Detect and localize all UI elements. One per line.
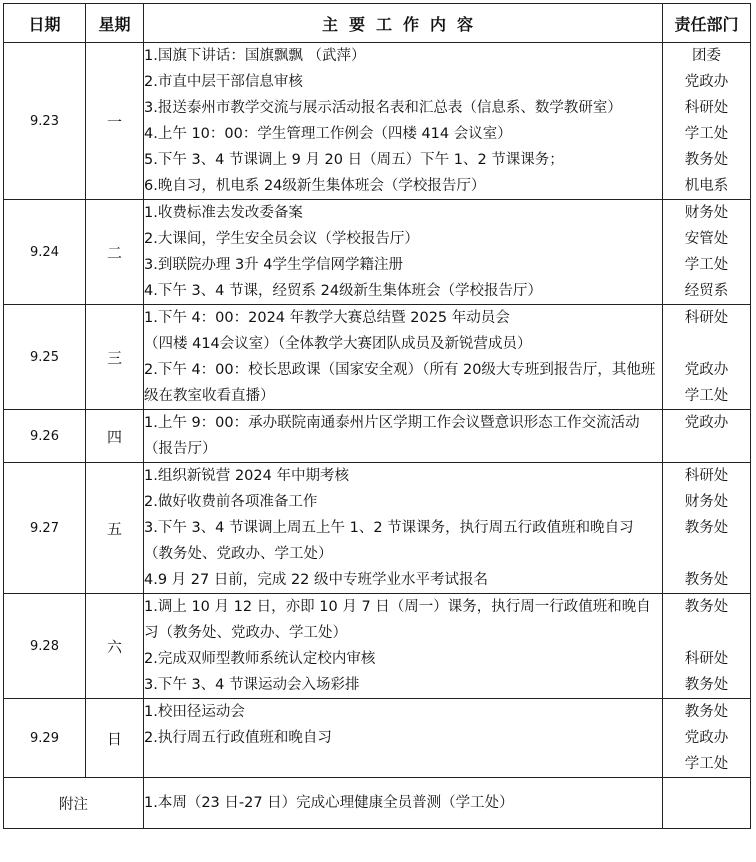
dept-cell — [663, 594, 751, 699]
dept-name — [663, 620, 750, 646]
table-row — [4, 463, 751, 594]
note-dept-cell — [663, 778, 751, 829]
content-cell — [144, 200, 663, 305]
weekday-cell: 四 — [86, 410, 144, 463]
work-item: 1.调上 10 月 12 日，亦即 10 月 7 日（周一）课务，执行周一行政值班和晚自习（教务处、党政办、学工处） — [144, 599, 651, 641]
dept-name: 学工处 — [684, 756, 729, 772]
work-item: 1.收费标准去发改委备案 — [144, 205, 303, 221]
work-item: 2.做好收费前各项准备工作 — [144, 494, 318, 510]
work-item: 1.下午 4：00：2024 年教学大赛总结暨 2025 年动员会 — [144, 310, 510, 326]
dept-name: 经贸系 — [684, 283, 729, 299]
work-item: （四楼 414会议室）（全体教学大赛团队成员及新锐营成员） — [144, 336, 532, 352]
note-row — [4, 778, 751, 829]
note-content — [144, 778, 663, 829]
date-cell: 9.24 — [4, 200, 86, 305]
work-item: 2.大课间，学生安全员会议（学校报告厅） — [144, 231, 419, 247]
table-row — [4, 594, 751, 699]
work-item: 1.上午 9：00：承办联院南通泰州片区学期工作会议暨意识形态工作交流活动（报告厅） — [144, 415, 640, 457]
weekday-cell: 五 — [86, 463, 144, 594]
work-item: 4.9 月 27 日前，完成 22 级中专班学业水平考试报名 — [144, 572, 489, 588]
header-row — [4, 4, 751, 43]
work-item: 3.到联院办理 3升 4学生学信网学籍注册 — [144, 257, 404, 273]
content-cell — [144, 699, 663, 778]
dept-cell — [663, 43, 751, 200]
weekday-cell: 一 — [86, 43, 144, 200]
content-cell — [144, 43, 663, 200]
dept-cell — [663, 463, 751, 594]
weekday-cell: 三 — [86, 305, 144, 410]
note-label: 附注 — [4, 778, 144, 829]
table-row — [4, 200, 751, 305]
header-date: 日期 — [4, 4, 86, 43]
date-cell: 9.25 — [4, 305, 86, 410]
dept-name: 教务处 — [684, 599, 729, 615]
dept-cell — [663, 410, 751, 463]
dept-name: 科研处 — [684, 310, 729, 326]
work-item: 3.报送泰州市教学交流与展示活动报名表和汇总表（信息系、数学教研室） — [144, 100, 622, 116]
content-cell — [144, 305, 663, 410]
work-item: 6.晚自习，机电系 24级新生集体班会（学校报告厅） — [144, 178, 486, 194]
content-cell — [144, 410, 663, 463]
dept-name: 党政办 — [684, 362, 729, 378]
header-content: 主要工作内容 — [144, 4, 663, 43]
dept-cell — [663, 699, 751, 778]
dept-name — [663, 541, 750, 567]
date-cell: 9.26 — [4, 410, 86, 463]
work-item: 2.下午 4：00：校长思政课（国家安全观）（所有 20级大专班到报告厅，其他班级在教室收看直播） — [144, 362, 656, 404]
date-cell: 9.27 — [4, 463, 86, 594]
weekday-cell: 日 — [86, 699, 144, 778]
table-row — [4, 43, 751, 200]
content-cell — [144, 463, 663, 594]
table-row — [4, 305, 751, 410]
dept-cell — [663, 305, 751, 410]
header-dept: 责任部门 — [663, 4, 751, 43]
weekly-schedule-table — [3, 3, 751, 829]
work-item: 4.上午 10：00：学生管理工作例会（四楼 414 会议室） — [144, 126, 512, 142]
date-cell: 9.29 — [4, 699, 86, 778]
dept-name: 科研处 — [684, 468, 729, 484]
dept-name: 学工处 — [684, 388, 729, 404]
header-weekday: 星期 — [86, 4, 144, 43]
content-cell — [144, 594, 663, 699]
note-text: 1.本周（23 日-27 日）完成心理健康全员普测（学工处） — [144, 795, 514, 811]
work-item: 4.下午 3、4 节课，经贸系 24级新生集体班会（学校报告厅） — [144, 283, 543, 299]
weekday-cell: 二 — [86, 200, 144, 305]
dept-name: 教务处 — [684, 677, 729, 693]
work-item: 1.校田径运动会 — [144, 704, 245, 720]
work-item: 1.国旗下讲话：国旗飘飘 （武萍） — [144, 48, 366, 64]
dept-name: 教务处 — [684, 572, 729, 588]
dept-name: 党政办 — [684, 415, 729, 431]
table-row — [4, 410, 751, 463]
dept-name: 教务处 — [684, 520, 729, 536]
dept-name — [663, 331, 750, 357]
dept-name: 学工处 — [684, 257, 729, 273]
dept-name: 科研处 — [684, 651, 729, 667]
dept-cell — [663, 200, 751, 305]
work-item: 2.完成双师型教师系统认定校内审核 — [144, 651, 376, 667]
work-item: 1.组织新锐营 2024 年中期考核 — [144, 468, 349, 484]
dept-name: 党政办 — [684, 74, 729, 90]
table-row — [4, 699, 751, 778]
work-item: 2.市直中层干部信息审核 — [144, 74, 303, 90]
work-item: 5.下午 3、4 节课调上 9 月 20 日（周五）下午 1、2 节课课务； — [144, 152, 564, 168]
dept-name: 财务处 — [684, 205, 729, 221]
date-cell: 9.28 — [4, 594, 86, 699]
dept-name: 科研处 — [684, 100, 729, 116]
dept-name: 团委 — [692, 48, 721, 64]
date-cell: 9.23 — [4, 43, 86, 200]
work-item: 3.下午 3、4 节课运动会入场彩排 — [144, 677, 360, 693]
work-item: 3.下午 3、4 节课调上周五上午 1、2 节课课务，执行周五行政值班和晚自习（教务处、党政办、学工处） — [144, 520, 634, 562]
dept-name: 党政办 — [684, 730, 729, 746]
dept-name: 安管处 — [684, 231, 729, 247]
dept-name: 学工处 — [684, 126, 729, 142]
dept-name: 机电系 — [684, 178, 729, 194]
dept-name: 教务处 — [684, 152, 729, 168]
weekday-cell: 六 — [86, 594, 144, 699]
work-item: 2.执行周五行政值班和晚自习 — [144, 730, 332, 746]
dept-name: 教务处 — [684, 704, 729, 720]
dept-name: 财务处 — [684, 494, 729, 510]
